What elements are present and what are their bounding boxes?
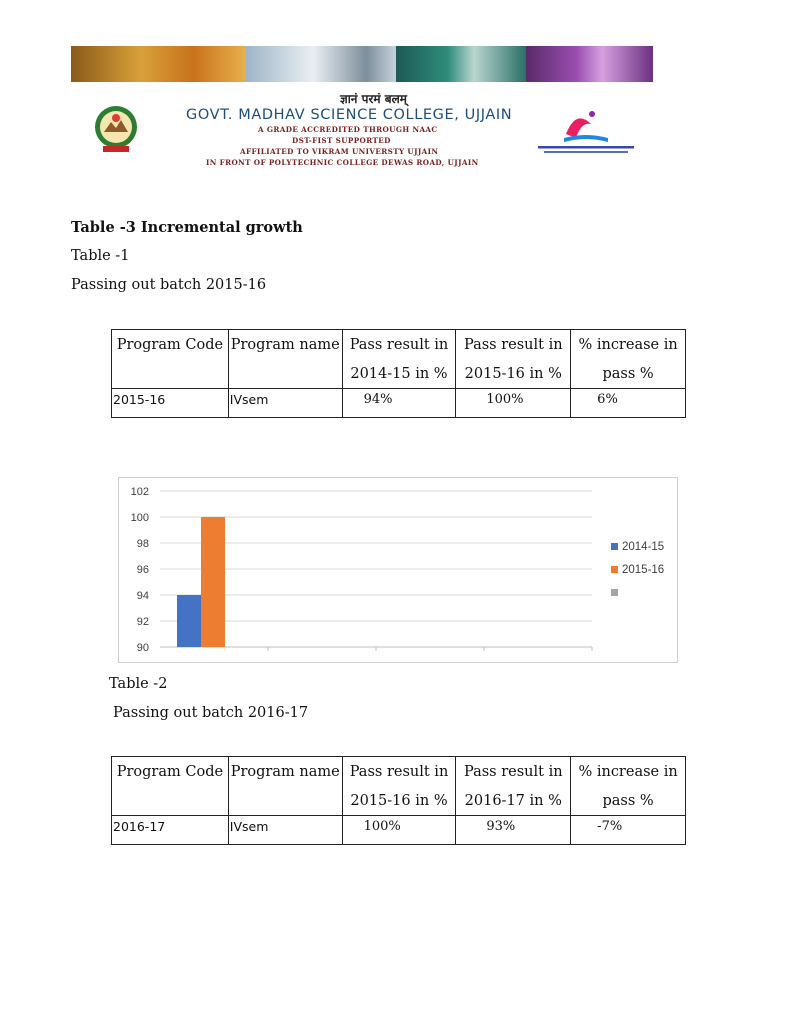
cell-pass-prev: 94%: [342, 389, 456, 418]
cell-pass-prev: 100%: [342, 816, 456, 845]
header-pass-result-prev: Pass result in 2014-15 in %: [342, 330, 456, 389]
table2: [111, 756, 686, 845]
bar-chart: [119, 478, 677, 662]
table-header-row: [112, 757, 686, 816]
cell-program-name: IVsem: [228, 389, 342, 418]
y-tick-label: 96: [136, 564, 149, 576]
y-tick-label: 94: [136, 590, 149, 602]
bar-2014-15: [177, 595, 201, 647]
legend-swatch: [611, 566, 618, 573]
cell-program-name: IVsem: [228, 816, 342, 845]
cell-program-code: 2015-16: [112, 389, 229, 418]
header-program-name: Program name: [228, 757, 342, 816]
affiliation-line: AFFILIATED TO VIKRAM UNIVERSTY UJJAIN: [240, 147, 439, 156]
table2-batch: Passing out batch 2016-17: [113, 705, 309, 721]
y-tick-label: 98: [136, 538, 149, 550]
table1-batch: Passing out batch 2015-16: [71, 277, 267, 293]
cell-pass-curr: 93%: [456, 816, 571, 845]
legend-swatch: [611, 589, 618, 596]
accreditation-line: A GRADE ACCREDITED THROUGH NAAC: [258, 125, 438, 134]
table1-caption: Table -1: [71, 248, 130, 264]
college-motto: ज्ञानं परमं बलम्: [340, 92, 407, 106]
header-increase: % increase in pass %: [571, 757, 686, 816]
y-tick-label: 90: [136, 642, 149, 654]
iqac-logo: [536, 104, 636, 156]
chart-area: [118, 477, 678, 663]
college-emblem-logo: [91, 104, 141, 154]
section-title: Table -3 Incremental growth: [71, 219, 303, 236]
header-pass-result-prev: Pass result in 2015-16 in %: [342, 757, 456, 816]
cell-program-code: 2016-17: [112, 816, 229, 845]
header-banner: [71, 46, 653, 82]
y-tick-label: 92: [136, 616, 149, 628]
table1: [111, 329, 686, 418]
address-line: IN FRONT OF POLYTECHNIC COLLEGE DEWAS ROAD, UJJAIN: [206, 158, 479, 167]
cell-pass-curr: 100%: [456, 389, 571, 418]
header-increase: % increase in pass %: [571, 330, 686, 389]
cell-increase: 6%: [571, 389, 686, 418]
header-pass-result-curr: Pass result in 2015-16 in %: [456, 330, 571, 389]
legend-label: 2015-16: [622, 564, 665, 576]
header-program-code: Program Code: [112, 757, 229, 816]
header-program-name: Program name: [228, 330, 342, 389]
cell-increase: -7%: [571, 816, 686, 845]
bar-2015-16: [201, 517, 225, 647]
legend-label: 2014-15: [622, 541, 665, 553]
table2-caption: Table -2: [109, 676, 168, 692]
table-row: [112, 816, 686, 845]
table-header-row: [112, 330, 686, 389]
table-row: [112, 389, 686, 418]
y-tick-label: 102: [130, 486, 149, 498]
header-pass-result-curr: Pass result in 2016-17 in %: [456, 757, 571, 816]
legend-swatch: [611, 543, 618, 550]
college-name: GOVT. MADHAV SCIENCE COLLEGE, UJJAIN: [186, 107, 513, 123]
dst-fist-line: DST-FIST SUPPORTED: [292, 136, 391, 145]
header-program-code: Program Code: [112, 330, 229, 389]
y-tick-label: 100: [130, 512, 149, 524]
